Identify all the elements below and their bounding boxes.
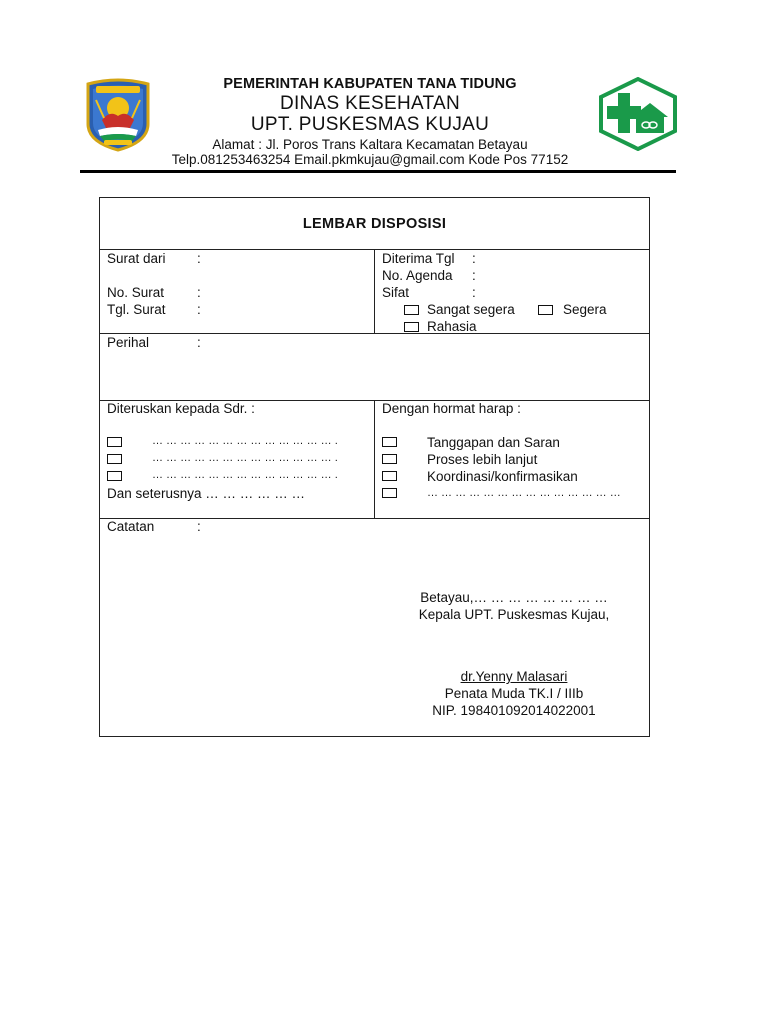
tanggapan-label: Tanggapan dan Saran <box>427 435 560 450</box>
field-separator: : <box>472 285 476 300</box>
tgl-surat-label: Tgl. Surat <box>107 302 166 317</box>
segera-label: Segera <box>563 302 607 317</box>
contact-line: Telp.081253463254 Email.pkmkujau@gmail.com Kode Pos 77152 <box>171 152 569 167</box>
divider <box>374 400 375 518</box>
sangat-segera-label: Sangat segera <box>427 302 515 317</box>
field-separator: : <box>197 251 201 266</box>
other-checkbox[interactable] <box>382 488 397 498</box>
signatory-position: Kepala UPT. Puskesmas Kujau, <box>418 607 610 622</box>
diteruskan-label: Diteruskan kepada Sdr. : <box>107 401 255 416</box>
sangat-segera-checkbox[interactable] <box>404 305 419 315</box>
form-title: LEMBAR DISPOSISI <box>302 216 447 232</box>
signatory-name: dr.Yenny Malasari <box>460 669 568 684</box>
surat-dari-label: Surat dari <box>107 251 166 266</box>
recipient-checkbox[interactable] <box>107 454 122 464</box>
address-line: Alamat : Jl. Poros Trans Kaltara Kecamatan Betayau <box>212 137 528 152</box>
no-agenda-label: No. Agenda <box>382 268 453 283</box>
perihal-label: Perihal <box>107 335 150 350</box>
divider <box>100 518 649 519</box>
recipient-dots: … … … … … … … … … … … … … . <box>152 435 338 447</box>
field-separator: : <box>197 335 201 350</box>
catatan-label: Catatan <box>107 519 155 534</box>
harap-label: Dengan hormat harap : <box>382 401 521 416</box>
proses-label: Proses lebih lanjut <box>427 452 538 467</box>
no-surat-label: No. Surat <box>107 285 165 300</box>
sifat-label: Sifat <box>382 285 410 300</box>
other-dots: … … … … … … … … … … … … … … <box>427 487 621 499</box>
government-name: PEMERINTAH KABUPATEN TANA TIDUNG <box>223 76 517 92</box>
department-name: DINAS KESEHATAN <box>279 93 461 114</box>
field-separator: : <box>472 268 476 283</box>
field-separator: : <box>197 519 201 534</box>
koordinasi-label: Koordinasi/konfirmasikan <box>427 469 578 484</box>
rahasia-label: Rahasia <box>427 319 477 334</box>
diterima-tgl-label: Diterima Tgl <box>382 251 455 266</box>
rahasia-checkbox[interactable] <box>404 322 419 332</box>
recipient-checkbox[interactable] <box>107 437 122 447</box>
divider <box>374 249 375 333</box>
tanggapan-checkbox[interactable] <box>382 437 397 447</box>
field-separator: : <box>197 285 201 300</box>
puskesmas-logo <box>598 77 678 151</box>
field-separator: : <box>197 302 201 317</box>
segera-checkbox[interactable] <box>538 305 553 315</box>
field-separator: : <box>472 251 476 266</box>
dan-seterusnya-label: Dan seterusnya … … … … … … <box>107 486 306 501</box>
office-name: UPT. PUSKESMAS KUJAU <box>250 114 490 135</box>
recipient-checkbox[interactable] <box>107 471 122 481</box>
koordinasi-checkbox[interactable] <box>382 471 397 481</box>
regency-emblem-logo <box>82 78 154 152</box>
signatory-rank: Penata Muda TK.I / IIIb <box>444 686 584 701</box>
place-date: Betayau,… … … … … … … … <box>420 590 608 605</box>
header-divider <box>80 170 676 173</box>
proses-checkbox[interactable] <box>382 454 397 464</box>
signatory-nip: NIP. 198401092014022001 <box>432 703 596 718</box>
recipient-dots: … … … … … … … … … … … … … . <box>152 469 338 481</box>
divider <box>100 333 649 334</box>
recipient-dots: … … … … … … … … … … … … … . <box>152 452 338 464</box>
